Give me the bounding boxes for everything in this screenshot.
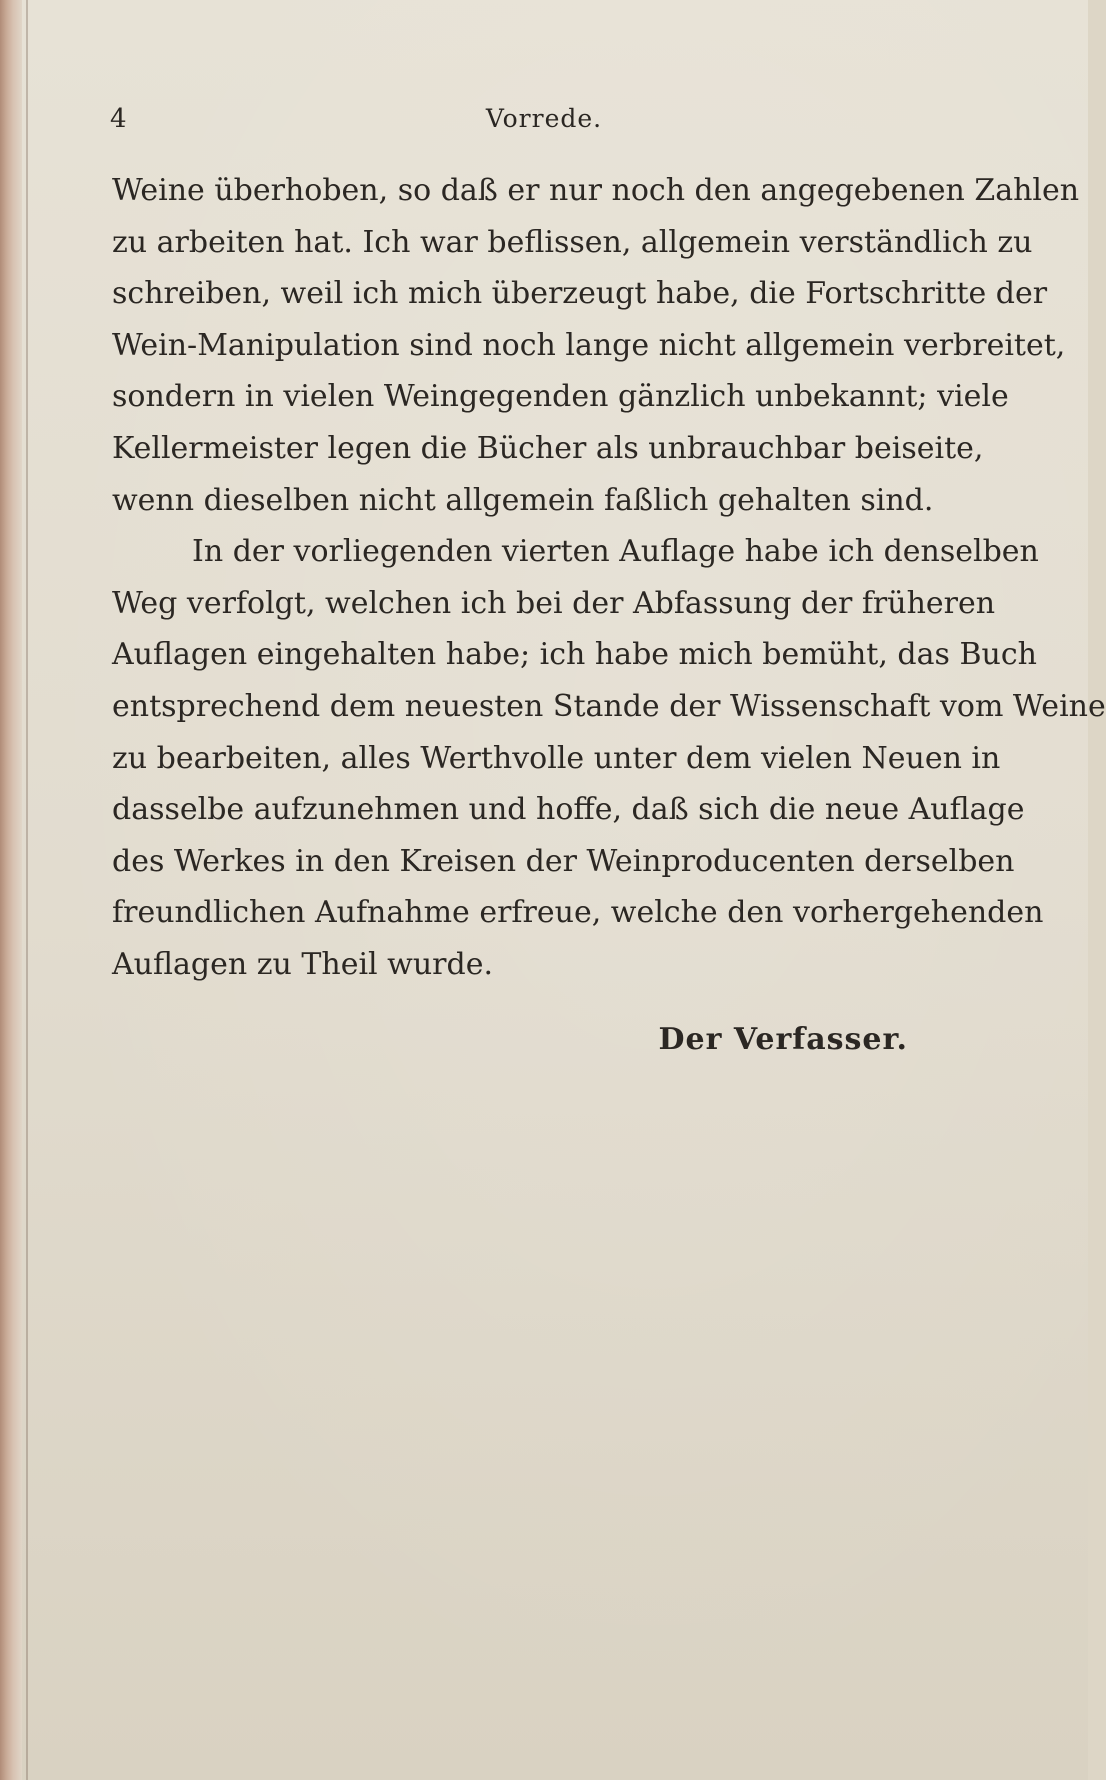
- running-head: [110, 104, 978, 140]
- text-line: Wein-Manipulation sind noch lange nicht allgemein verbreitet,: [112, 327, 1066, 363]
- binding-fold-line: [26, 0, 28, 1780]
- text-line: wenn dieselben nicht allgemein faßlich gehalten sind.: [112, 482, 934, 518]
- text-line: Auflagen eingehalten habe; ich habe mich bemüht, das Buch: [112, 637, 1037, 673]
- body-text: [112, 165, 1106, 991]
- text-line: Auflagen zu Theil wurde.: [112, 946, 494, 982]
- text-line: schreiben, weil ich mich überzeugt habe, die Fortschritte der: [112, 276, 1048, 312]
- text-line: des Werkes in den Kreisen der Weinproducenten derselben: [112, 843, 1015, 879]
- text-line: sondern in vielen Weingegenden gänzlich unbekannt; viele: [112, 379, 1009, 415]
- text-line: Weg verfolgt, welchen ich bei der Abfassung der früheren: [112, 585, 996, 621]
- page-binding-edge: [0, 0, 22, 1780]
- text-line: Weine überhoben, so daß er nur noch den angegebenen Zahlen: [112, 173, 1080, 208]
- text-line: In der vorliegenden vierten Auflage habe ich denselben: [192, 534, 1039, 570]
- page-number: 4: [110, 104, 127, 134]
- text-line: entsprechend dem neuesten Stande der Wissenschaft vom Weine: [112, 688, 1106, 724]
- signature: Der Verfasser.: [658, 1022, 908, 1057]
- running-title: Vorrede.: [485, 104, 603, 133]
- text-line: freundlichen Aufnahme erfreue, welche den vorhergehenden: [112, 895, 1044, 931]
- text-line: dasselbe aufzunehmen und hoffe, daß sich die neue Auflage: [112, 792, 1025, 828]
- text-line: zu arbeiten hat. Ich war beflissen, allgemein verständlich zu: [112, 224, 1033, 260]
- text-line: zu bearbeiten, alles Werthvolle unter dem vielen Neuen in: [112, 740, 1001, 776]
- text-line: Kellermeister legen die Bücher als unbrauchbar beiseite,: [112, 430, 984, 466]
